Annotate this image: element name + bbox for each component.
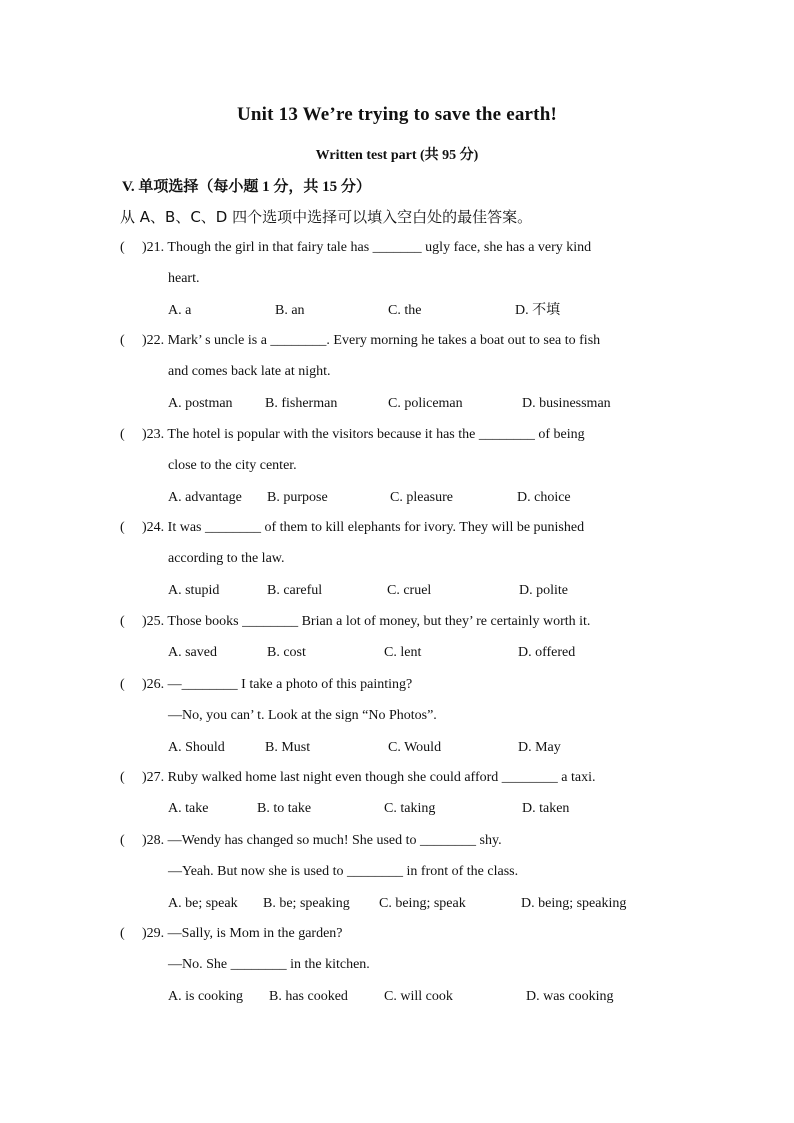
option-a: A. saved xyxy=(168,645,217,661)
question-23 xyxy=(120,419,680,513)
question-text: )28. —Wendy has changed so much! She used to ________ shy. xyxy=(142,833,502,848)
option-a: A. a xyxy=(168,302,192,318)
option-d: D. 不填 xyxy=(515,302,561,318)
question-text-cont: close to the city center. xyxy=(168,458,297,474)
answer-paren: ( xyxy=(120,770,125,785)
option-d: D. businessman xyxy=(522,395,611,411)
question-text: )29. —Sally, is Mom in the garden? xyxy=(142,926,343,941)
option-c: C. the xyxy=(388,302,422,318)
question-24 xyxy=(120,512,680,606)
option-b: B. cost xyxy=(267,645,306,661)
option-a: A. advantage xyxy=(168,489,242,505)
question-text: )25. Those books ________ Brian a lot of money, but they’ re certainly worth it. xyxy=(142,614,591,629)
options-row xyxy=(120,575,680,606)
question-text: )22. Mark’ s uncle is a ________. Every morning he takes a boat out to sea to fish xyxy=(142,333,601,348)
options-row xyxy=(120,388,680,419)
option-a: A. be; speak xyxy=(168,895,238,911)
question-text-cont: and comes back late at night. xyxy=(168,364,331,380)
option-c: C. will cook xyxy=(384,988,453,1004)
option-b: B. to take xyxy=(257,801,312,817)
option-c: C. pleasure xyxy=(390,489,453,505)
question-text-cont: heart. xyxy=(168,271,200,287)
question-text-cont: according to the law. xyxy=(168,551,285,567)
answer-paren: ( xyxy=(120,926,125,941)
option-b: B. Must xyxy=(265,739,311,755)
options-row xyxy=(120,295,680,326)
question-text-cont: —Yeah. But now she is used to ________ in front of the class. xyxy=(168,864,519,880)
question-text: )27. Ruby walked home last night even though she could afford ________ a taxi. xyxy=(142,770,596,785)
option-a: A. postman xyxy=(168,395,233,411)
option-c: C. lent xyxy=(384,645,422,661)
question-26 xyxy=(120,669,680,763)
section-heading: V. 单项选择（每小题 1 分，共 15 分） xyxy=(122,179,371,195)
options-row xyxy=(120,888,680,919)
option-d: D. offered xyxy=(518,645,576,661)
answer-paren: ( xyxy=(120,614,125,629)
option-b: B. purpose xyxy=(267,489,328,505)
option-a: A. Should xyxy=(168,739,225,755)
options-row xyxy=(120,981,680,1012)
question-22 xyxy=(120,325,680,419)
question-21 xyxy=(120,232,680,326)
answer-paren: ( xyxy=(120,833,125,848)
question-text: )23. The hotel is popular with the visitors because it has the ________ of being xyxy=(142,427,585,442)
question-29 xyxy=(120,918,680,1012)
option-d: D. May xyxy=(518,739,561,755)
options-row xyxy=(120,637,680,668)
exam-subtitle: Written test part (共 95 分) xyxy=(315,148,479,163)
answer-paren: ( xyxy=(120,240,125,255)
question-28 xyxy=(120,825,680,919)
option-a: A. is cooking xyxy=(168,988,244,1004)
options-row xyxy=(120,793,680,824)
question-text: )21. Though the girl in that fairy tale has _______ ugly face, she has a very kind xyxy=(142,240,592,255)
option-b: B. an xyxy=(275,302,305,318)
question-text-cont: —No. She ________ in the kitchen. xyxy=(168,957,370,973)
answer-paren: ( xyxy=(120,333,125,348)
option-a: A. take xyxy=(168,801,209,817)
exam-title: Unit 13 We’re trying to save the earth! xyxy=(236,104,557,125)
question-text: )24. It was ________ of them to kill elephants for ivory. They will be punished xyxy=(142,520,585,535)
option-d: D. choice xyxy=(517,489,571,505)
option-c: C. policeman xyxy=(388,395,463,411)
option-d: D. polite xyxy=(519,582,568,598)
option-a: A. stupid xyxy=(168,582,220,598)
question-27 xyxy=(120,762,680,825)
option-d: D. being; speaking xyxy=(521,895,627,911)
option-c: C. cruel xyxy=(387,582,432,598)
question-text: )26. —________ I take a photo of this painting? xyxy=(142,677,413,692)
option-b: B. has cooked xyxy=(269,988,348,1004)
option-d: D. was cooking xyxy=(526,988,614,1004)
answer-paren: ( xyxy=(120,677,125,692)
option-b: B. careful xyxy=(267,582,323,598)
section-instruction: 从 A、B、C、D 四个选项中选择可以填入空白处的最佳答案。 xyxy=(120,208,533,226)
option-b: B. be; speaking xyxy=(263,895,350,911)
option-c: C. being; speak xyxy=(379,895,466,911)
answer-paren: ( xyxy=(120,427,125,442)
options-row xyxy=(120,732,680,763)
options-row xyxy=(120,482,680,513)
option-b: B. fisherman xyxy=(265,395,338,411)
question-text-cont: —No, you can’ t. Look at the sign “No Photos”. xyxy=(168,708,437,724)
question-25 xyxy=(120,606,680,669)
option-c: C. taking xyxy=(384,801,436,817)
answer-paren: ( xyxy=(120,520,125,535)
option-c: C. Would xyxy=(388,739,442,755)
option-d: D. taken xyxy=(522,801,570,817)
